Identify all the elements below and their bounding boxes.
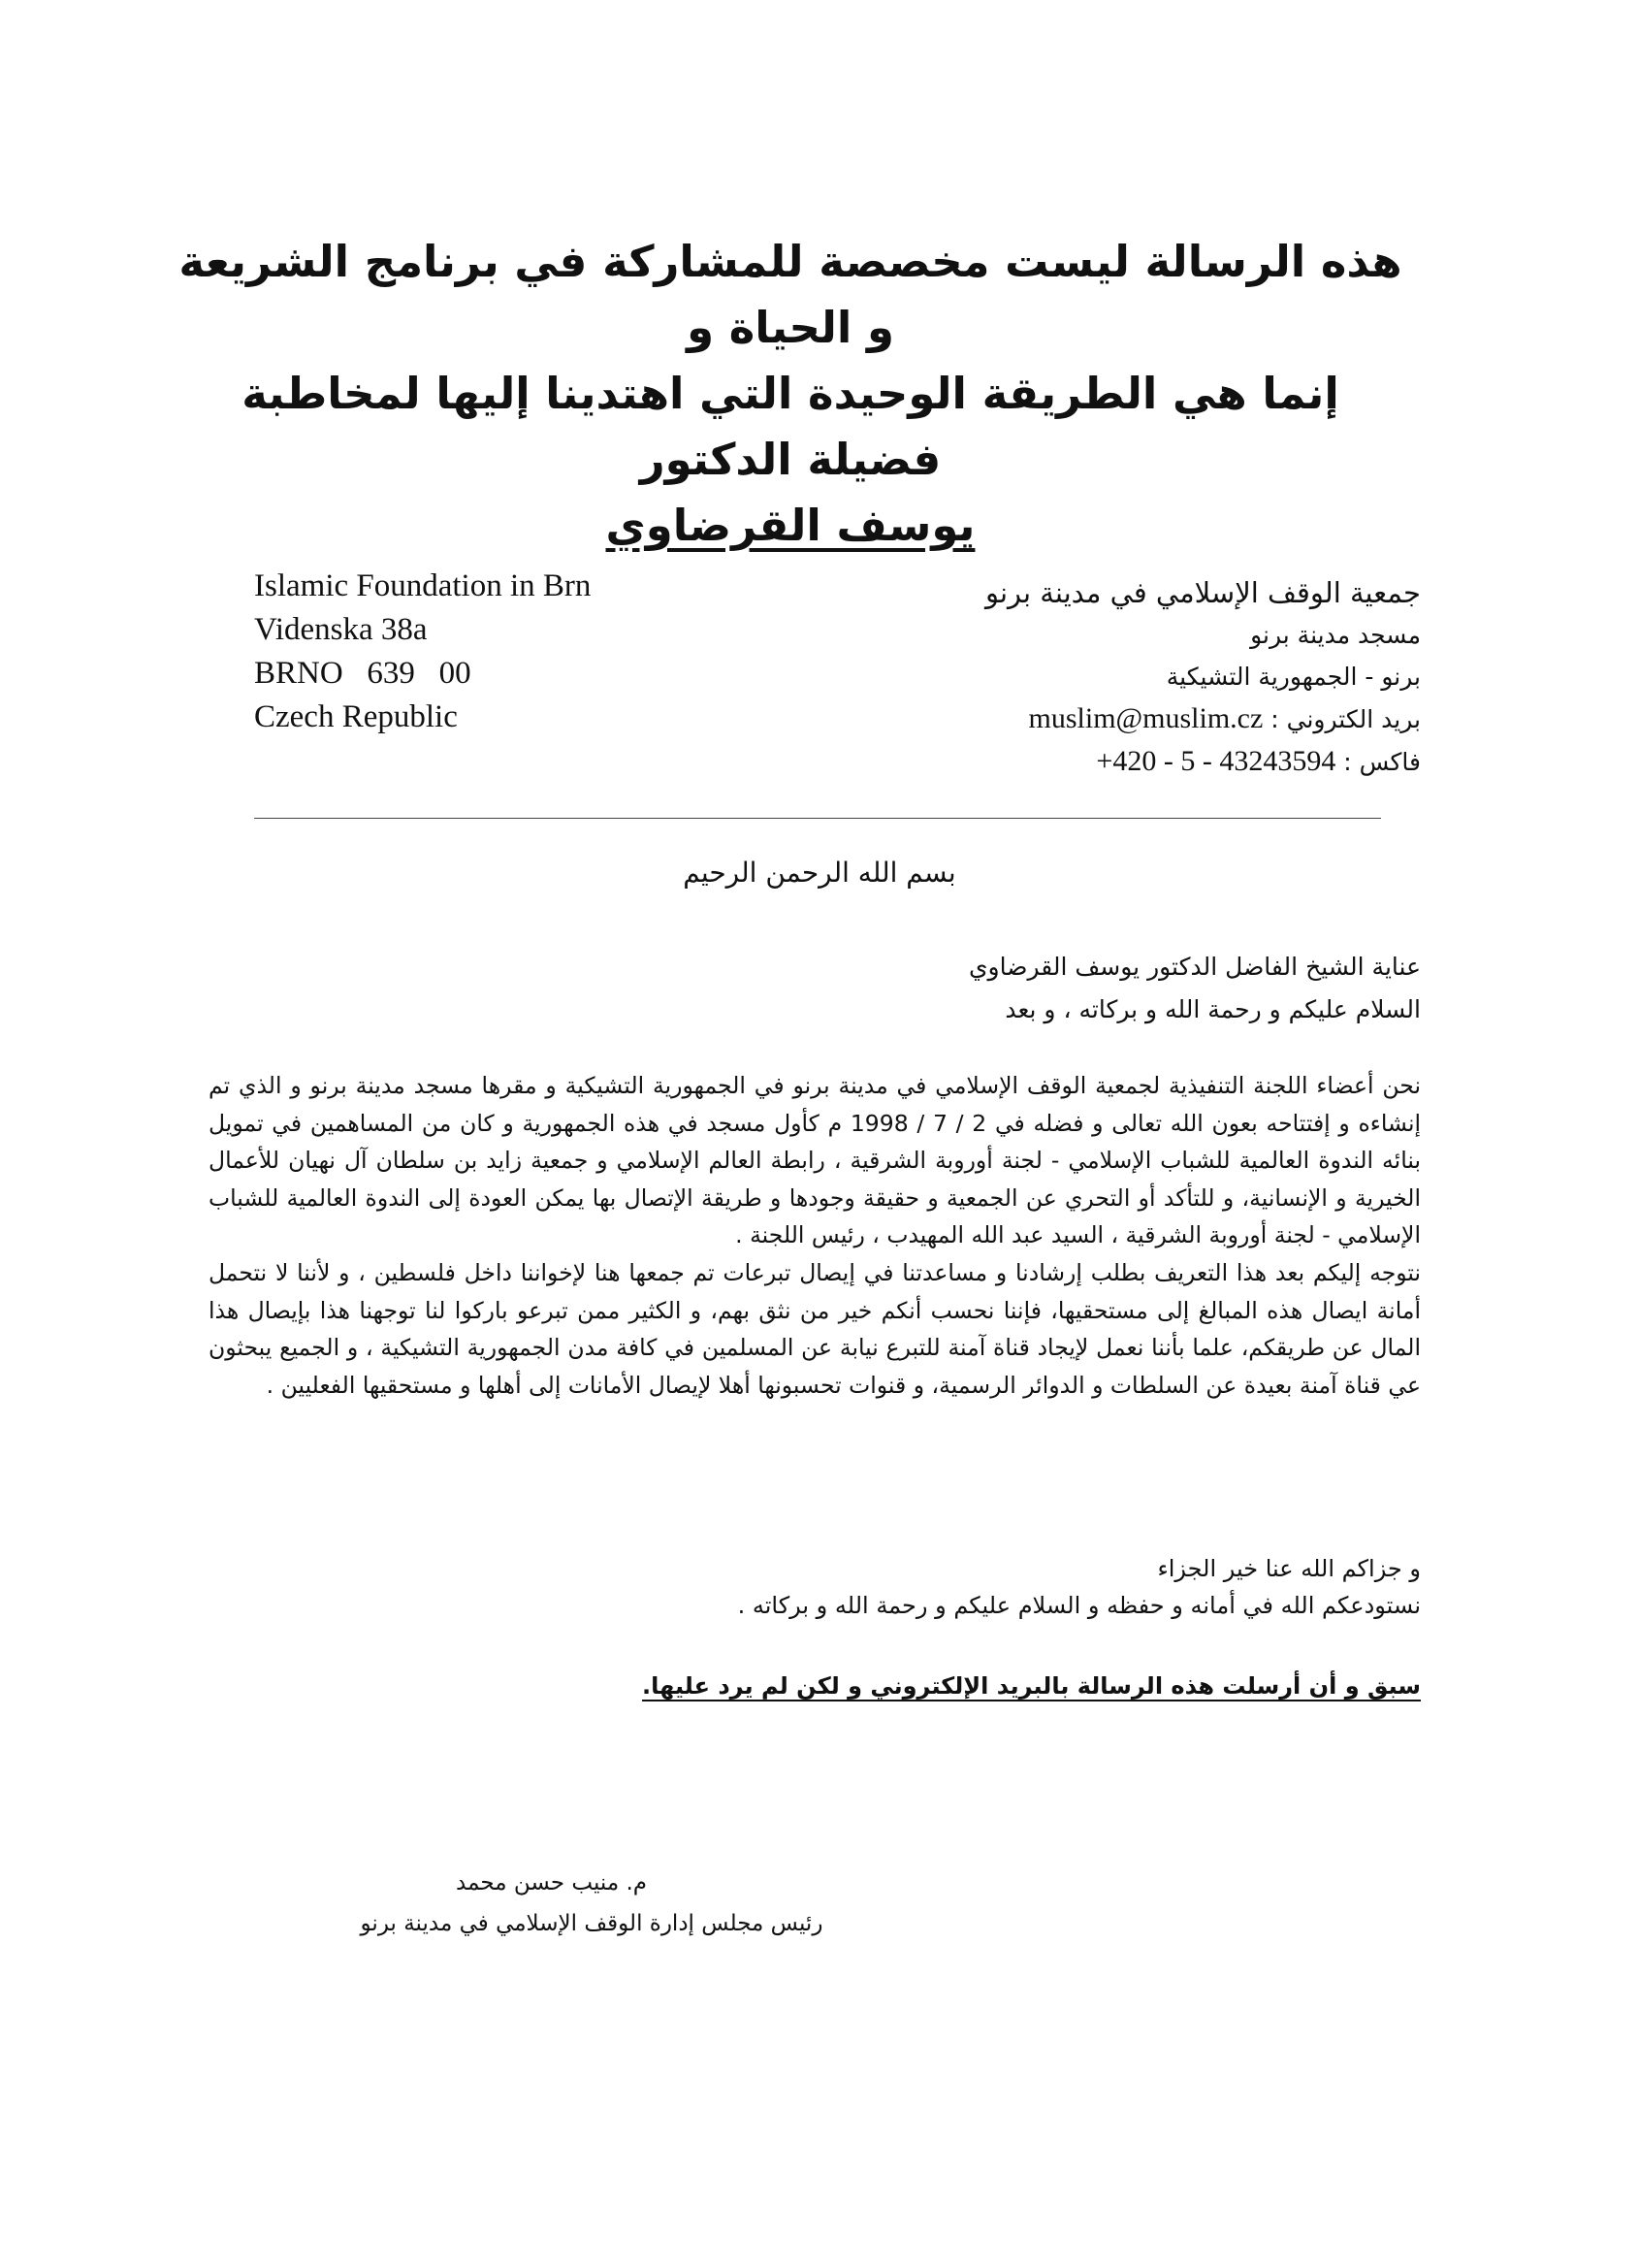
salutation-line-2: السلام عليكم و رحمة الله و بركاته ، و بعد — [1005, 995, 1421, 1023]
address-ar-city: برنو - الجمهورية التشيكية — [1166, 663, 1421, 691]
address-ar-mosque: مسجد مدينة برنو — [1250, 621, 1421, 649]
heading-addressee-name: يوسف القرضاوي — [605, 500, 976, 551]
email-value: muslim@muslim.cz — [1028, 702, 1264, 734]
address-en-line-2: Videnska 38a — [254, 612, 428, 647]
closing — [209, 1550, 1421, 1624]
signature-block — [310, 1863, 873, 1944]
sender-address-arabic — [820, 572, 1421, 783]
heading-line-1: هذه الرسالة ليست مخصصة للمشاركة في برنامج الشريعة و الحياة و — [178, 236, 1402, 353]
body-paragraph-2: نتوجه إليكم بعد هذا التعريف بطلب إرشادنا و مساعدتنا في إيصال تبرعات تم جمعها هنا لإخواننا داخل فلسطين ، و لأننا لا نتحمل أمانة ايصال هذه المبالغ إلى مستحقيها، فإننا نحسب أنكم خير من نثق بهم، و الكثير ممن تبرعو باركوا لنا توجهنا هذا بإيصال هذا المال عن طريقكم، علما بأننا نعمل لإيجاد قناة آمنة للتبرع نيابة عن المسلمين في كافة مدن الجمهورية التشيكية ، و الجميع يبحثون عي قناة آمنة بعيدة عن السلطات و الدوائر الرسمية، و قنوات تحسبونها أهلا لإيصال الأمانات إلى أهلها و مستحقيها الفعليين . — [209, 1258, 1421, 1399]
body-paragraph-1: نحن أعضاء اللجنة التنفيذية لجمعية الوقف الإسلامي في مدينة برنو في الجمهورية التشيكية و مقرها مسجد مدينة برنو و الذي تم إنشاءه و إفتتاحه بعون الله تعالى و فضله في 2 / 7 / 1998 م كأول مسجد في هذه الجمهورية و كان من المساهمين في تمويل بنائه الندوة العالمية للشباب الإسلامي - لجنة أوروبة الشرقية ، رابطة العالم الإسلامي و جمعية زايد بن سلطان آل نهيان للأعمال الخيرية و الإنسانية، و للتأكد أو التحري عن الجمعية و حقيقة وجودها و طريقة الإتصال بها يمكن العودة إلى الندوة العالمية للشباب الإسلامي - لجنة أوروبة الشرقية ، السيد عبد الله المهيدب ، رئيس اللجنة . — [209, 1072, 1422, 1249]
fax-label: فاكس : — [1343, 748, 1421, 776]
email-note: سبق و أن أرسلت هذه الرسالة بالبريد الإلكتروني و لكن لم يرد عليها. — [642, 1672, 1421, 1700]
letter-body — [209, 1067, 1421, 1404]
salutation-line-1: عناية الشيخ الفاضل الدكتور يوسف القرضاوي — [968, 953, 1421, 981]
address-ar-fax-row — [820, 740, 1421, 783]
address-ar-email-row — [820, 697, 1421, 740]
signatory-name: م. منيب حسن محمد — [456, 1870, 648, 1895]
sender-address-english — [254, 565, 591, 739]
address-en-line-1: Islamic Foundation in Brn — [254, 568, 592, 603]
address-ar-organization: جمعية الوقف الإسلامي في مدينة برنو — [984, 576, 1421, 609]
basmala: بسم الله الرحمن الرحيم — [683, 857, 956, 889]
closing-line-1: و جزاكم الله عنا خير الجزاء — [1157, 1555, 1421, 1582]
closing-line-2: نستودعكم الله في أمانه و حفظه و السلام عليكم و رحمة الله و بركاته . — [737, 1592, 1421, 1619]
header-divider — [254, 818, 1381, 819]
email-label: بريد الكتروني : — [1270, 705, 1421, 733]
fax-value: +420 - 5 - 43243594 — [1096, 745, 1336, 777]
heading-line-2: إنما هي الطريقة الوحيدة التي اهتدينا إليها لمخاطبة فضيلة الدكتور — [241, 368, 1339, 485]
letter-heading — [175, 229, 1406, 559]
address-en-line-4: Czech Republic — [254, 699, 458, 734]
signatory-title: رئيس مجلس إدارة الوقف الإسلامي في مدينة برنو — [360, 1911, 823, 1936]
address-en-line-3: BRNO 639 00 — [254, 656, 471, 691]
salutation — [218, 946, 1421, 1031]
